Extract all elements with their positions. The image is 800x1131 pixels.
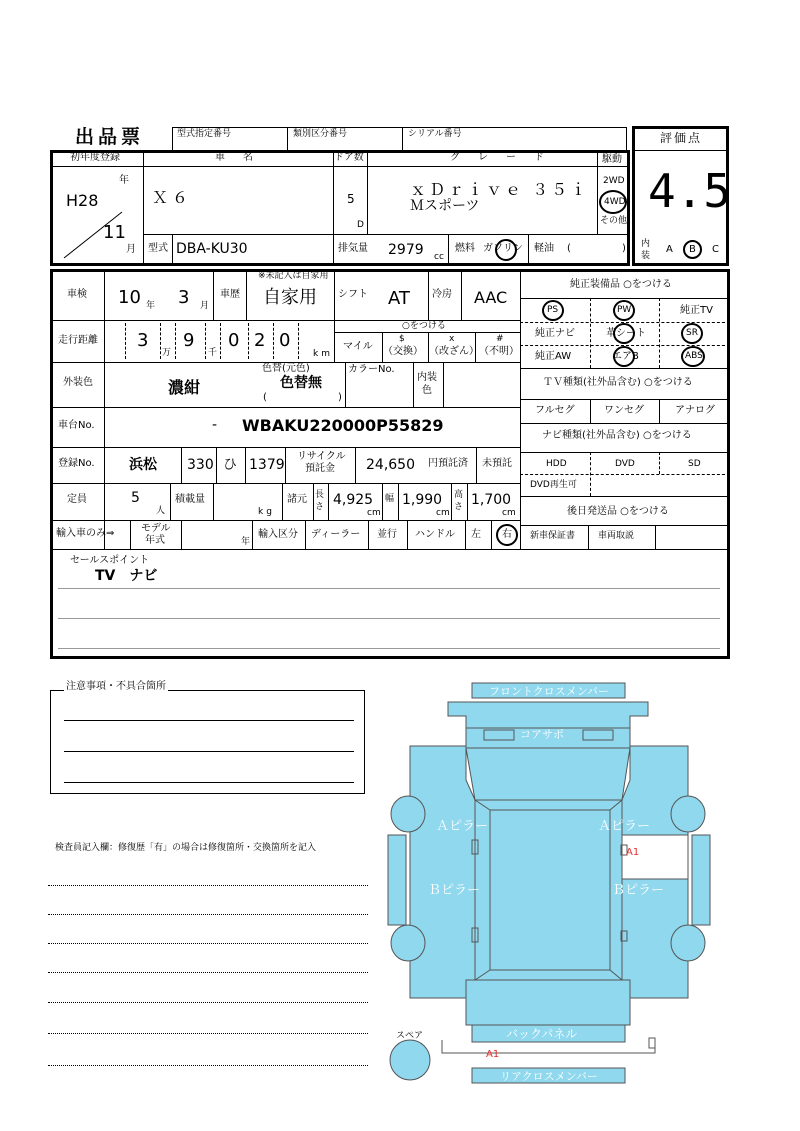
recycle-label-2: 預託金: [305, 463, 335, 474]
repaint-value: 色替無: [280, 375, 322, 391]
mileage-digit-1: 3: [137, 330, 149, 351]
doors-label: ドア数: [334, 152, 364, 163]
chassis-dash: -: [212, 417, 218, 433]
grade-line2: Ｍスポーツ: [410, 198, 480, 214]
exterior-color-value: 濃紺: [168, 378, 201, 397]
parallel-option: 並行: [377, 529, 397, 540]
mileage-sen: 千: [208, 348, 218, 358]
inspection-year: 10: [118, 287, 141, 308]
recycle-value: 24,650: [366, 457, 415, 473]
type-cert-label: 型式指定番号: [177, 129, 232, 139]
drive-2wd: 2WD: [603, 176, 625, 186]
mileage-label: 走行距離: [58, 335, 98, 346]
back-panel-label: バックパネル: [506, 1027, 578, 1041]
month-char: 月: [126, 244, 136, 255]
rating-value: 4.5: [648, 164, 732, 218]
rear-cross-member-label: リアクロスメンバー: [500, 1070, 598, 1083]
drive-4wd: 4WD: [604, 197, 626, 207]
sales-point-value: TV ナビ: [95, 568, 158, 584]
import-only-label: 輸入車のみ⇒: [56, 528, 115, 539]
grade-label: グ レ ー ド: [450, 152, 548, 163]
front-cross-member-label: フロントクロスメンバー: [489, 685, 610, 698]
right-side-sill: [692, 835, 710, 925]
later-ship-title: 後日発送品 ○をつける: [567, 506, 669, 517]
hood-area: [466, 748, 630, 800]
chassis-number: WBAKU220000P55829: [242, 416, 444, 435]
plate-class: 330: [187, 457, 214, 473]
width-value: 1,990: [402, 492, 443, 508]
height-unit: cm: [502, 508, 516, 518]
equip-tv: 純正TV: [680, 305, 713, 316]
interior-color-label-1: 内装: [417, 372, 437, 383]
fuel-label: 燃料: [455, 243, 475, 254]
mile-option: マイル: [343, 341, 373, 352]
dims-label: 諸元: [287, 494, 307, 505]
interior-color-label-2: 色: [422, 385, 432, 396]
spare-label: スペア: [396, 1031, 424, 1041]
handle-left: 左: [471, 529, 481, 540]
color-no-label: カラーNo.: [348, 364, 395, 375]
drive-label: 駆動: [602, 154, 622, 165]
first-reg-label: 初年度登録: [70, 152, 120, 163]
mileage-man: 万: [162, 348, 172, 358]
first-reg-month: 11: [103, 222, 126, 243]
tv-type-title: ＴＶ種類(社外品含む) ○をつける: [543, 377, 693, 388]
core-support-label: コアサポ: [520, 728, 564, 741]
grade-line1: ｘＤｒｉｖｅ ３５ｉ: [410, 180, 590, 199]
inspection-month-char: 月: [200, 301, 210, 311]
tv-analog: アナログ: [675, 405, 715, 416]
plate-number: 1379: [249, 457, 285, 473]
car-name-value: Ｘ６: [152, 188, 193, 207]
history-label: 車歴: [220, 289, 240, 300]
model-year-label-1: モデル: [141, 523, 171, 534]
recycle-paid: 円預託済: [428, 458, 468, 469]
a-pillar-left-label: Ａピラー: [436, 819, 489, 834]
front-left-wheel: [391, 796, 425, 832]
recycle-label-1: リサイクル: [297, 451, 346, 462]
shift-value: AT: [388, 288, 410, 309]
inspection-month: 3: [178, 287, 190, 308]
nav-hdd: HDD: [546, 459, 567, 469]
plate-label: 登録No.: [58, 458, 95, 469]
dealer-option: ディーラー: [311, 529, 361, 540]
front-bumper-frame: [448, 702, 648, 728]
load-label: 積載量: [175, 494, 205, 505]
mileage-circle-note: ○をつける: [402, 321, 446, 331]
inspection-label: 車検: [67, 289, 87, 300]
repaint-paren-close: ): [338, 392, 342, 403]
first-reg-year: H28: [66, 191, 99, 210]
left-body-panel: [410, 746, 475, 998]
damage-mark-a1-lower: A1: [486, 1049, 500, 1060]
doors-value: 5: [347, 192, 355, 206]
equip-sr: SR: [686, 328, 698, 338]
height-label: 高さ: [454, 490, 464, 512]
category-label: 類別区分番号: [293, 129, 348, 139]
trunk-area: [466, 980, 630, 1025]
b-pillar-right-label: Ｂピラー: [612, 883, 665, 898]
b-pillar-left-label: Ｂピラー: [428, 883, 481, 898]
load-unit: kg: [258, 507, 275, 517]
spare-tire: [390, 1040, 430, 1080]
fuel-value: ガソリン: [483, 243, 523, 254]
height-value: 1,700: [471, 492, 512, 508]
sales-point-label: セールスポイント: [70, 555, 150, 566]
capacity-unit: 人: [156, 506, 166, 516]
shift-label: シフト: [338, 289, 368, 300]
diesel-label: 軽油: [534, 243, 554, 254]
model-label: 型式: [148, 243, 168, 254]
recycle-unpaid: 未預託: [482, 458, 512, 469]
equip-nav: 純正ナビ: [535, 328, 575, 339]
mileage-digit-5: 0: [279, 330, 291, 351]
width-unit: cm: [436, 508, 450, 518]
mileage-digit-3: 0: [228, 330, 240, 351]
ac-label: 冷房: [432, 289, 452, 300]
interior-label-2: 装: [641, 251, 651, 261]
a-pillar-right-label: Ａピラー: [598, 819, 651, 834]
fuel-gasoline-circle: [495, 239, 517, 261]
mileage-unit: km: [313, 349, 333, 359]
length-unit: cm: [367, 508, 381, 518]
year-char: 年: [119, 175, 129, 186]
later-warranty: 新車保証書: [530, 531, 576, 541]
unknown-symbol: #: [496, 334, 504, 344]
handle-right: 右: [502, 529, 512, 540]
doors-unit: D: [357, 220, 364, 230]
nav-sd: SD: [688, 459, 701, 469]
chassis-label: 車台No.: [58, 420, 95, 431]
unknown-option: （不明）: [479, 346, 519, 357]
front-right-wheel: [671, 796, 705, 832]
repaint-paren-open: (: [263, 392, 267, 403]
tv-oneseg: ワンセグ: [604, 405, 644, 416]
caution-label: 注意事項・不具合箇所: [66, 681, 166, 692]
swap-symbol: $: [399, 334, 405, 344]
interior-grade-a: A: [666, 244, 673, 255]
equipment-title: 純正装備品 ○をつける: [570, 279, 672, 290]
damage-mark-a1-upper: A1: [626, 847, 640, 858]
cert-number-row: [172, 127, 627, 151]
displacement-unit: cc: [434, 252, 444, 262]
diesel-paren-open: (: [567, 243, 571, 254]
dvd-playback: DVD再生可: [530, 480, 577, 490]
rear-right-wheel: [671, 925, 705, 961]
length-value: 4,925: [333, 492, 374, 508]
equip-airbag: エアB: [612, 351, 639, 362]
swap-option: （交換）: [383, 346, 423, 357]
exterior-color-label: 外装色: [63, 377, 93, 388]
plate-area: 浜松: [129, 457, 157, 473]
mileage-digit-2: 9: [183, 330, 195, 351]
model-value: DBA-KU30: [176, 241, 248, 257]
roof-area: [490, 810, 610, 970]
handle-label: ハンドル: [415, 529, 455, 540]
plate-kana: ひ: [223, 457, 237, 473]
diesel-paren-close: ): [622, 243, 626, 254]
tv-fullseg: フルセグ: [535, 405, 575, 416]
left-side-sill: [388, 835, 406, 925]
later-manual: 車両取説: [598, 531, 635, 541]
displacement-label: 排気量: [338, 243, 368, 254]
displacement-value: 2979: [388, 242, 424, 258]
serial-label: シリアル番号: [408, 129, 462, 139]
ac-value: AAC: [474, 288, 508, 307]
drive-other: その他: [600, 216, 628, 226]
car-name-label: 車 名: [215, 152, 257, 163]
inspector-label: 検査員記入欄：修復歴「有」の場合は修復箇所・交換箇所を記入: [55, 843, 317, 853]
rear-left-wheel: [391, 925, 425, 961]
nav-dvd: DVD: [615, 459, 635, 469]
equip-ps: PS: [547, 305, 559, 315]
length-label: 長さ: [315, 490, 325, 512]
inspection-year-char: 年: [146, 301, 156, 311]
model-year-label-2: 年式: [145, 535, 165, 546]
history-value: 自家用: [263, 287, 317, 308]
mileage-digit-4: 2: [254, 330, 266, 351]
interior-grade-c: C: [712, 244, 719, 255]
caution-frame: [50, 690, 365, 794]
equip-aw: 純正AW: [535, 351, 572, 362]
equip-abs: ABS: [685, 351, 703, 361]
capacity-value: 5: [131, 490, 140, 506]
altered-symbol: x: [449, 334, 455, 344]
interior-label-1: 内: [641, 239, 651, 249]
width-label: 幅: [385, 494, 395, 504]
equip-leather: 革シート: [606, 328, 646, 339]
altered-option: （改ざん）: [429, 346, 479, 357]
interior-grade-b: B: [689, 244, 696, 255]
repaint-label: 色替(元色): [262, 363, 310, 374]
model-year-unit: 年: [241, 537, 251, 547]
history-note: ※未記入は自家用: [258, 271, 329, 281]
import-type-label: 輸入区分: [258, 529, 298, 540]
rating-label: 評価点: [660, 131, 703, 145]
sheet-title: 出品票: [75, 126, 145, 148]
capacity-label: 定員: [67, 494, 87, 505]
nav-type-title: ナビ種類(社外品含む) ○をつける: [542, 430, 692, 441]
equip-pw: PW: [617, 305, 632, 315]
